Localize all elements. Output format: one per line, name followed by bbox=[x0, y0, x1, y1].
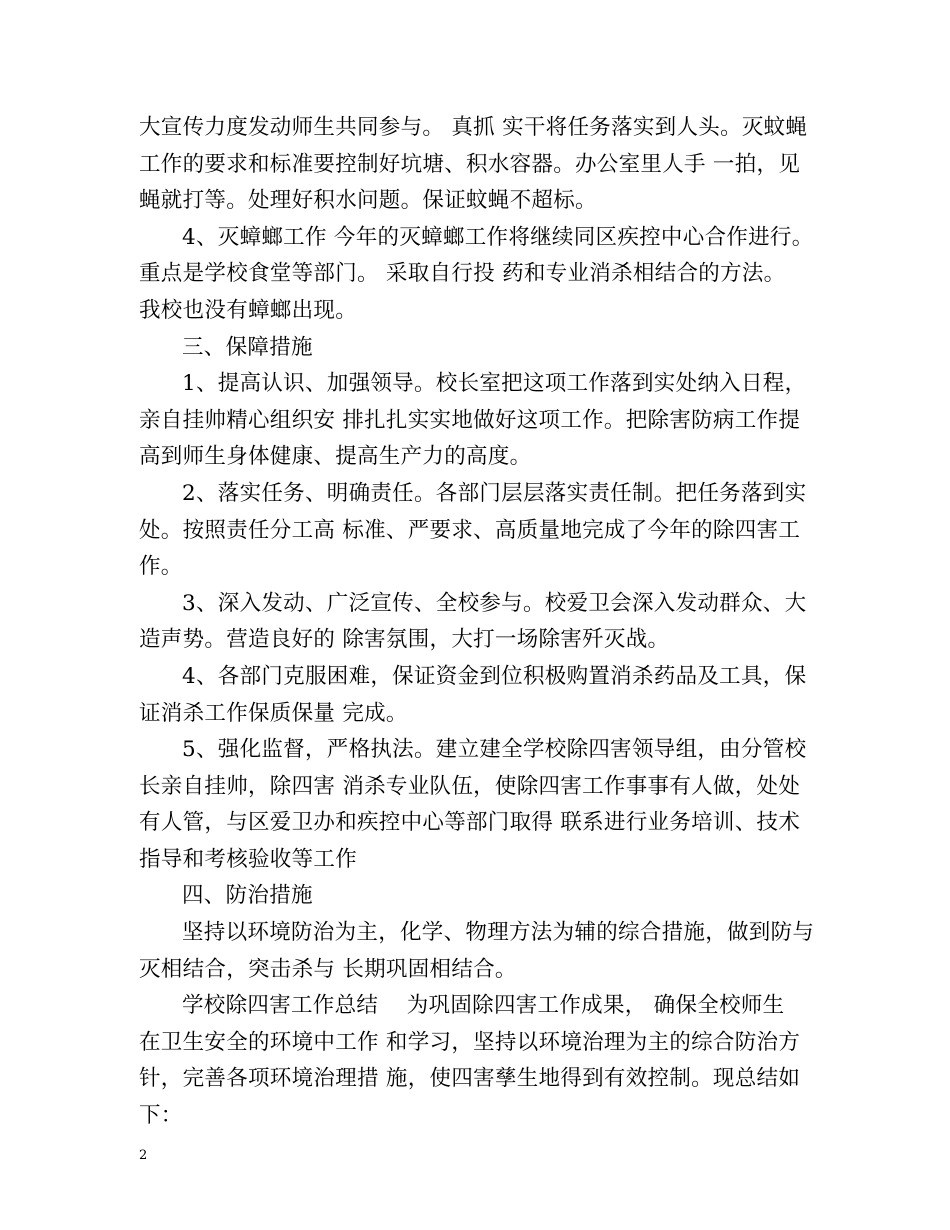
section-heading: 三、保障措施 bbox=[182, 334, 313, 360]
text-line: 灭相结合，突击杀与 长期巩固相结合。 bbox=[139, 956, 517, 982]
text-line: 高到师生身体健康、提高生产力的高度。 bbox=[139, 444, 532, 470]
text-line: 1、提高认识、加强领导。校长室把这项工作落到实处纳入日程， bbox=[182, 371, 807, 397]
text-line: 下： bbox=[139, 1103, 183, 1129]
text-line: 证消杀工作保质保量 完成。 bbox=[139, 700, 408, 726]
text-line: 在卫生安全的环境中工作 和学习，坚持以环境治理为主的综合防治方 bbox=[139, 1029, 801, 1055]
section-heading: 四、防治措施 bbox=[182, 883, 313, 909]
document-body bbox=[139, 110, 819, 1135]
text-line: 亲自挂帅精心组织安 排扎扎实实地做好这项工作。把除害防病工作提 bbox=[139, 407, 801, 433]
text-line: 学校除四害工作总结 为巩固除四害工作成果， 确保全校师生 bbox=[182, 993, 785, 1019]
text-line: 长亲自挂帅，除四害 消杀专业队伍，使除四害工作事事有人做，处处 bbox=[139, 773, 801, 799]
text-line: 重点是学校食堂等部门。 采取自行投 药和专业消杀相结合的方法。 bbox=[139, 261, 786, 287]
text-line: 工作的要求和标准要控制好坑塘、积水容器。办公室里人手 一拍，见 bbox=[139, 151, 801, 177]
text-line: 有人管，与区爱卫办和疾控中心等部门取得 联系进行业务培训、技术 bbox=[139, 810, 801, 836]
text-line: 处。按照责任分工高 标准、严要求、高质量地完成了今年的除四害工 bbox=[139, 517, 801, 543]
text-line: 4、各部门克服困难，保证资金到位积极购置消杀药品及工具，保 bbox=[182, 663, 807, 689]
text-line: 坚持以环境防治为主，化学、物理方法为辅的综合措施，做到防与 bbox=[182, 920, 815, 946]
text-line: 2、落实任务、明确责任。各部门层层落实责任制。把任务落到实 bbox=[182, 480, 807, 506]
text-line: 针，完善各项环境治理措 施，使四害孳生地得到有效控制。现总结如 bbox=[139, 1066, 801, 1092]
text-line: 5、强化监督，严格执法。建立建全学校除四害领导组，由分管校 bbox=[182, 737, 807, 763]
text-line: 作。 bbox=[139, 554, 183, 580]
text-line: 造声势。营造良好的 除害氛围，大打一场除害歼灭战。 bbox=[139, 627, 670, 653]
text-line: 大宣传力度发动师生共同参与。 真抓 实干将任务落实到人头。灭蚊蝇 bbox=[139, 115, 808, 140]
page-number: 2 bbox=[139, 1148, 148, 1163]
text-line: 蝇就打等。处理好积水问题。保证蚊蝇不超标。 bbox=[139, 188, 597, 214]
text-line: 我校也没有蟑螂出现。 bbox=[139, 297, 358, 323]
text-line: 指导和考核验收等工作 bbox=[139, 846, 358, 872]
text-line: 4、灭蟑螂工作 今年的灭蟑螂工作将继续同区疾控中心合作进行。 bbox=[182, 224, 814, 250]
text-line: 3、深入发动、广泛宣传、全校参与。校爱卫会深入发动群众、大 bbox=[182, 590, 807, 616]
